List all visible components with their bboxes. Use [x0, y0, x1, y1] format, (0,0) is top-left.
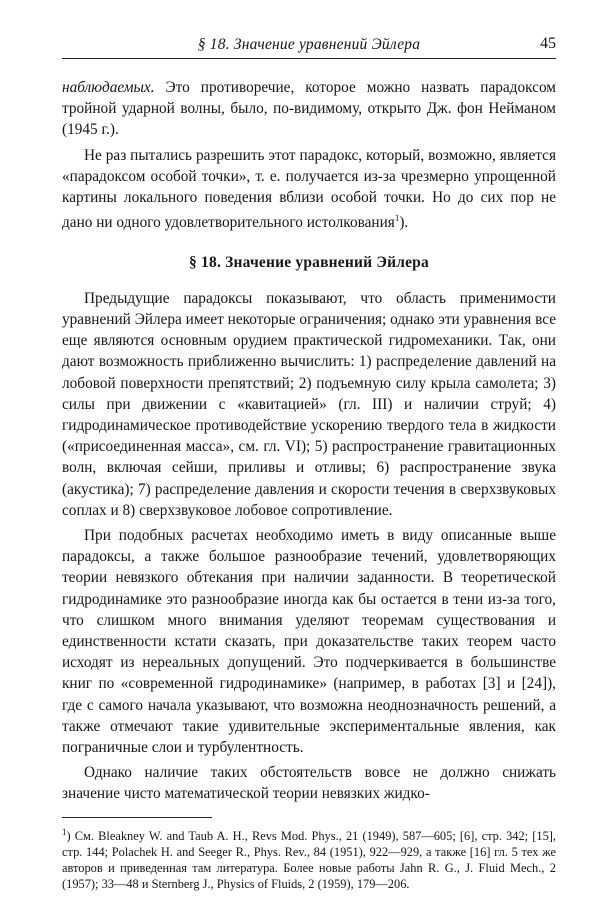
footnote-divider — [62, 817, 212, 818]
page-number: 45 — [540, 35, 556, 52]
paragraph-5: Однако наличие таких обстоятельств вовсе не должно снижать значение чисто математической теории невязких жидко- — [62, 764, 556, 803]
paragraph-1-text: Это противоречие, которое можно назвать парадоксом тройной ударной волны, было, по-видимому, открыто Дж. фон Нейманом (1945 г.). — [62, 79, 556, 139]
section-heading: § 18. Значение уравнений Эйлера — [189, 253, 429, 271]
paragraph-4: При подобных расчетах необходимо иметь в виду описанные выше парадоксы, а также большое разнообразие течений, удовлетворяющих теории невязкого обтекания при наличии заданности. В теоретической гидродинамике это разнообразие иногда как бы остается в тени из-за того, что слишком много внимания уделяют теоремам существования и единственности кстати сказать, при доказательстве таких теорем часто исходят из нереальных допущений. Это подчеркивается в большинстве книг по «современной гидродинамике» (например, в работах [3] и [24]), где с самого начала указывают, что возможна неоднозначность решений, а также отмечают такие удивительные экспериментальные явления, как пограничные слои и турбулентность. — [62, 526, 556, 756]
italic-word: наблюдаемых. — [62, 79, 155, 96]
paragraph-2 — [62, 145, 556, 234]
footnote-mark: 1 — [62, 826, 67, 837]
paragraph-3: Предыдущие парадоксы показывают, что область применимости уравнений Эйлера имеет некоторые ограничения; однако эти уравнения все еще являются основным орудием практической гидромеханики. Так, они дают возможность приближенно вычислить: 1) распределение давлений на лобовой поверхности препятствий; 2) подъемную силу крыла самолета; 3) силы при движении с «кавитацией» (гл. III) и наличии струй; 4) гидродинамическое противодействие ускорению твердого тела в жидкости («присоединенная масса», см. гл. VI); 5) распространение гравитационных волн, включая сейши, приливы и отливы; 6) распространение звука (акустика); 7) распределение давления и скорости течения в сверхзвуковых соплах и 8) сверхзвуковое лобовое сопротивление. — [62, 289, 556, 519]
book-page — [62, 34, 556, 893]
footnote-text: ) См. Bleakney W. and Taub A. H., Revs Mod. Phys., 21 (1949), 587—605; [6], стр. 342; [15], стр. 144; Polachek H. and Seeger R., Phys. Rev., 84 (1951), 922—929, а также [16] гл. 5 тех же авторов и приведенная там литература. Более новые работы Jahn R. G., J. Fluid Mech., 2 (1957); 33—48 и Sternberg J., Physics of Fluids, 2 (1959), 179—206. — [62, 828, 556, 892]
paragraph-1 — [62, 77, 556, 141]
running-title: § 18. Значение уравнений Эйлера — [197, 36, 421, 53]
running-head — [62, 34, 556, 59]
body-text — [62, 77, 556, 893]
paragraph-2-text: Не раз пытались разрешить этот парадокс, который, возможно, является «парадоксом особой точки», т. е. получается из-за чрезмерно упрощенной картины локального поведения вблизи особой точки. Но до сих пор не дано ни одного удовлетворительного истолкования — [62, 146, 556, 232]
paragraph-2-end: ). — [399, 214, 409, 232]
footnote-reference: 1 — [394, 213, 400, 224]
footnote — [62, 824, 556, 893]
